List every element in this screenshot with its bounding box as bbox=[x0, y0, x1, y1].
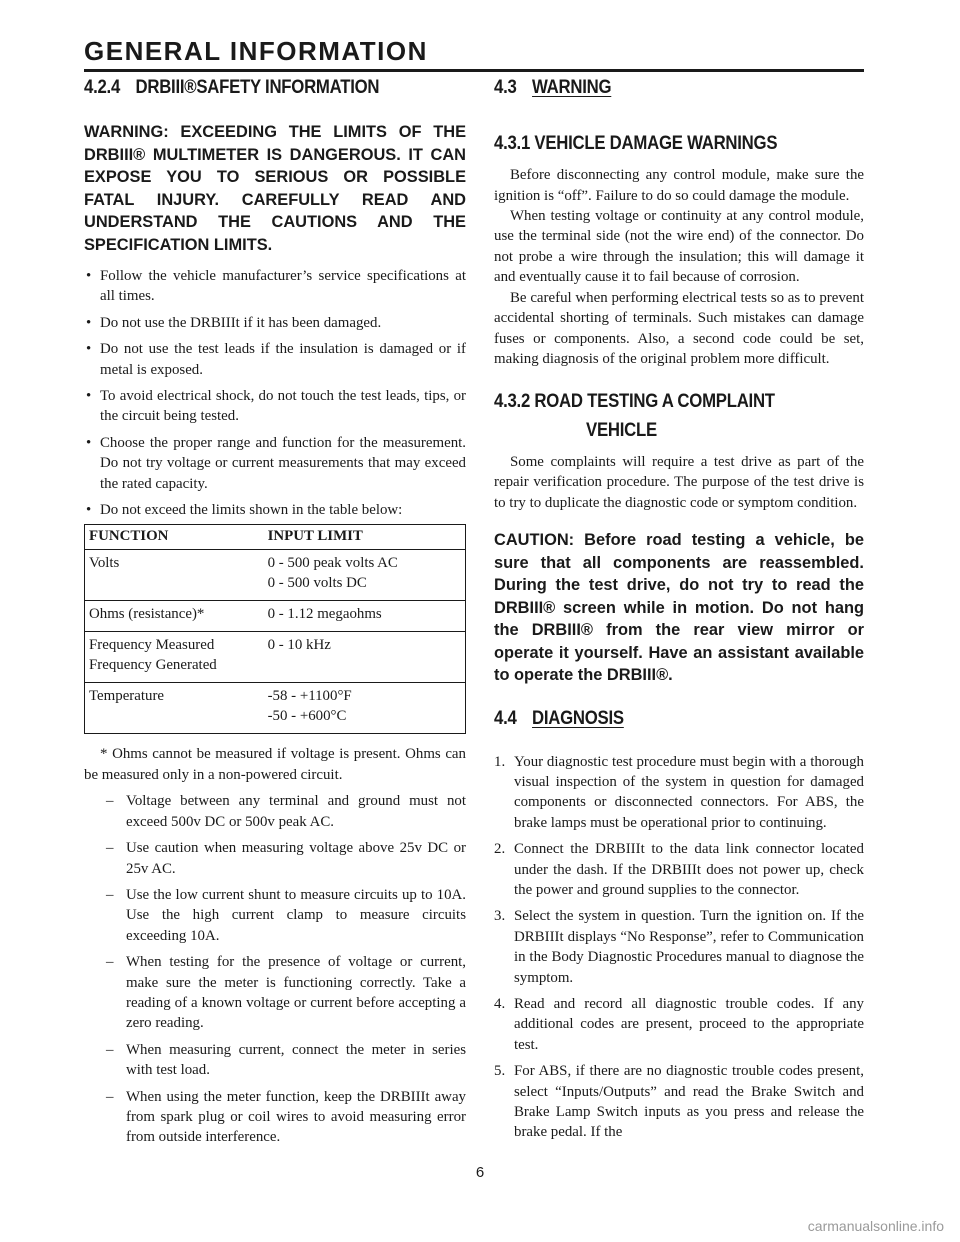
heading-line: VEHICLE bbox=[586, 418, 657, 441]
list-item: – When testing for the presence of voltage or current, make sure the meter is functioning correctly. Take a reading of a known voltage or current before accepting a zero reading. bbox=[84, 952, 466, 1034]
watermark-link[interactable]: carmanualsonline.info bbox=[807, 1218, 944, 1234]
cell-limit: 0 - 500 peak volts AC 0 - 500 volts DC bbox=[264, 550, 466, 601]
list-item: – Use caution when measuring voltage above 25v DC or 25v AC. bbox=[84, 838, 466, 879]
list-item bbox=[494, 906, 864, 988]
subsection-heading-4-3-1: 4.3.1 VEHICLE DAMAGE WARNINGS bbox=[494, 132, 778, 154]
section-number: 4.4 bbox=[494, 706, 517, 729]
input-limit-table bbox=[84, 524, 466, 734]
list-item bbox=[494, 839, 864, 900]
list-item: • Follow the vehicle manufacturer’s service specifications at all times. bbox=[84, 266, 466, 307]
list-item: • Do not use the test leads if the insulation is damaged or if metal is exposed. bbox=[84, 339, 466, 380]
section-number: 4.3 bbox=[494, 76, 517, 98]
list-item: • To avoid electrical shock, do not touch the test leads, tips, or the circuit being tested. bbox=[84, 386, 466, 427]
cell-function: Volts bbox=[85, 550, 264, 601]
page-header: GENERAL INFORMATION bbox=[84, 36, 864, 72]
section-title: WARNING bbox=[532, 76, 612, 98]
heading-line: 4.3.2 ROAD TESTING A COMPLAINT bbox=[494, 390, 775, 413]
paragraph: Be careful when performing electrical tests so as to prevent accidental shorting of terminals. Such mistakes can damage fuses or components. Also, a second code could be set, making diagnosis of the original problem more difficult. bbox=[494, 289, 864, 367]
cell-function: Frequency Measured Frequency Generated bbox=[85, 632, 264, 683]
section-heading-4-3 bbox=[494, 76, 812, 99]
paragraph: Some complaints will require a test drive as part of the repair verification procedure. The purpose of the test drive is to try to duplicate the diagnostic code or symptom condition. bbox=[494, 453, 864, 511]
table-header-row bbox=[85, 525, 466, 550]
list-item: – Use the low current shunt to measure circuits up to 10A. Use the high current clamp to measure circuits exceeding 10A. bbox=[84, 885, 466, 946]
list-item: – When measuring current, connect the meter in series with test load. bbox=[84, 1040, 466, 1081]
step-number: 5. bbox=[494, 1063, 506, 1080]
list-item bbox=[494, 994, 864, 1055]
list-item: • Choose the proper range and function for the measurement. Do not try voltage or current measurements that may exceed the rated capacity. bbox=[84, 433, 466, 494]
paragraph: Before disconnecting any control module, make sure the ignition is “off”. Failure to do so could damage the module. bbox=[494, 167, 864, 204]
ohms-footnote: * Ohms cannot be measured if voltage is present. Ohms can be measured only in a non-powered circuit. bbox=[84, 746, 466, 783]
list-item: – When using the meter function, keep the DRBIIIt away from spark plug or coil wires to avoid measuring error from outside interference. bbox=[84, 1087, 466, 1148]
cell-function: Temperature bbox=[85, 683, 264, 734]
step-text: Select the system in question. Turn the ignition on. If the DRBIIIt displays “No Response”, refer to Communication in the Body Diagnostic Procedures manual to diagnose the symptom. bbox=[514, 908, 864, 986]
step-text: For ABS, if there are no diagnostic trouble codes present, select “Inputs/Outputs” and read the Brake Switch and Brake Lamp Switch inputs as you press and release the brake pedal. If the bbox=[514, 1063, 864, 1141]
step-number: 3. bbox=[494, 908, 506, 925]
page-number: 6 bbox=[475, 1164, 485, 1181]
cell-limit: -58 - +1100°F -50 - +600°C bbox=[264, 683, 466, 734]
step-text: Read and record all diagnostic trouble codes. If any additional codes are present, proceed to the appropriate test. bbox=[514, 996, 864, 1053]
step-number: 4. bbox=[494, 996, 506, 1013]
table-row bbox=[85, 632, 466, 683]
cell-limit: 0 - 1.12 megaohms bbox=[264, 601, 466, 632]
left-column bbox=[84, 76, 466, 1154]
right-column bbox=[494, 76, 864, 1149]
table-row bbox=[85, 601, 466, 632]
paragraph: When testing voltage or continuity at any control module, use the terminal side (not the wire end) of the connector. Do not probe a wire through the insulation; this will damage it and eventually cause it to fail because of corrosion. bbox=[494, 208, 864, 286]
step-text: Connect the DRBIIIt to the data link connector located under the dash. If the DRBIIIt does not power up, check the power and ground supplies to the connector. bbox=[514, 841, 864, 899]
step-text: Your diagnostic test procedure must begin with a thorough visual inspection of the system in question for damaged components or disconnected connectors. For ABS, the brake lamps must be operational prior to continuing. bbox=[514, 753, 864, 831]
subsection-heading-4-3-2 bbox=[494, 387, 812, 444]
column-header-function: FUNCTION bbox=[85, 525, 264, 550]
section-title: DIAGNOSIS bbox=[532, 706, 624, 729]
list-item: • Do not use the DRBIIIt if it has been damaged. bbox=[84, 313, 466, 333]
section-heading-4-4 bbox=[494, 707, 812, 730]
section-heading-4-2-4 bbox=[84, 76, 413, 99]
step-number: 2. bbox=[494, 841, 506, 858]
list-item bbox=[494, 1061, 864, 1143]
table-row bbox=[85, 550, 466, 601]
list-item bbox=[494, 752, 864, 834]
road-test-caution: CAUTION: Before road testing a vehicle, be sure that all components are reassembled. During the test drive, do not try to read the DRBIII® screen while in motion. Do not hang the DRBIII® from the rear view mirror or operate it yourself. Have an assistant available to operate the DRBIII®. bbox=[494, 531, 864, 685]
caution-dash-list bbox=[84, 791, 466, 1148]
list-item: – Voltage between any terminal and ground must not exceed 500v DC or 500v peak AC. bbox=[84, 791, 466, 832]
section-title: DRBIII®SAFETY INFORMATION bbox=[135, 76, 380, 98]
diagnosis-steps bbox=[494, 752, 864, 1143]
safety-bullet-list bbox=[84, 266, 466, 520]
column-header-input-limit: INPUT LIMIT bbox=[264, 525, 466, 550]
section-number: 4.2.4 bbox=[84, 76, 121, 98]
table-row bbox=[85, 683, 466, 734]
cell-function: Ohms (resistance)* bbox=[85, 601, 264, 632]
multimeter-warning: WARNING: EXCEEDING THE LIMITS OF THE DRBIII® MULTIMETER IS DANGEROUS. IT CAN EXPOSE YOU TO SERIOUS OR POSSIBLE FATAL INJURY. CAREFULLY READ AND UNDERSTAND THE CAUTIONS AND THE SPECIFICATION LIMITS. bbox=[84, 123, 466, 254]
cell-limit: 0 - 10 kHz bbox=[264, 632, 466, 683]
step-number: 1. bbox=[494, 753, 506, 770]
list-item: • Do not exceed the limits shown in the table below: bbox=[84, 500, 466, 520]
